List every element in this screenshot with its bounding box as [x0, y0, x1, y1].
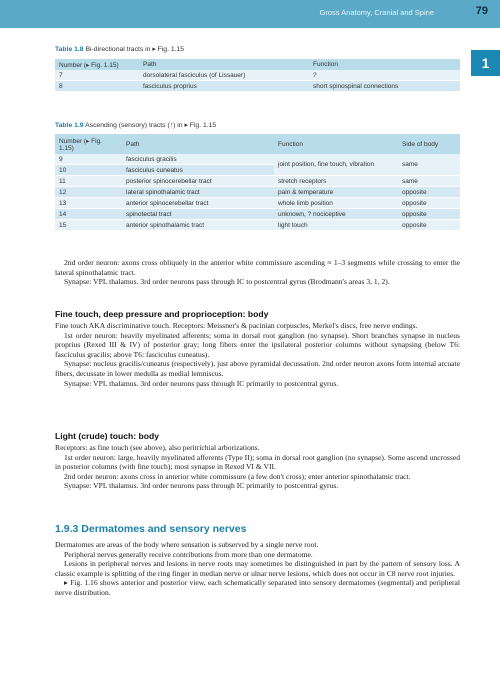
table-cell: opposite: [398, 198, 460, 209]
table-row: [55, 176, 460, 187]
paragraph: 2nd order neuron: axons cross in anterior white commissure (a few don't cross); enter anterior spinothalamic tract.: [64, 471, 411, 481]
running-header: [0, 0, 500, 28]
paragraph: Fine touch AKA discriminative touch. Receptors: Meissner's & pacinian corpuscles, Merkel's discs, free nerve endings.: [55, 321, 418, 330]
table-cell: whole limb position: [274, 198, 398, 209]
paragraph: 1st order neuron: heavily myelinated afferents; soma in dorsal root ganglion (no synapse). Short branches synapse in nucleus proprius (Rexed III & IV) of posterior gray; long fibers enter the ipsilateral posterior columns without synapsing (below T6: fasciculus gracilis; above T6: fasciculus cuneatus).: [55, 330, 460, 359]
section-heading-light-touch: Light (crude) touch: body: [55, 431, 160, 441]
table-cell: 15: [55, 220, 122, 231]
paragraph: ▸ Fig. 1.16 shows anterior and posterior view, each schematically separated into sensory dermatomes (segmental) and peripheral nerve distribution.: [55, 578, 460, 597]
table-1-8-caption-text: Bi-directional tracts in ▸ Fig. 1.15: [83, 46, 185, 53]
table-cell: ?: [309, 70, 460, 81]
table-row: [55, 198, 460, 209]
table-1-8: [55, 59, 460, 92]
section-heading-dermatomes: 1.9.3 Dermatomes and sensory nerves: [55, 523, 247, 535]
table-cell: 7: [55, 70, 139, 81]
chapter-tab: 1: [471, 50, 500, 76]
table-1-9-caption-text: Ascending (sensory) tracts (↑) in ▸ Fig. 1.15: [83, 122, 217, 129]
paragraph: Dermatomes are areas of the body where sensation is subserved by a single nerve root.: [55, 540, 319, 549]
table-header-cell: Path: [139, 59, 309, 70]
table-1-9-caption: [55, 121, 216, 129]
table-header-cell: Path: [122, 134, 274, 154]
page-number: 79: [475, 5, 488, 17]
intro-text: [55, 258, 460, 287]
table-cell: unknown, ? nociceptive: [274, 209, 398, 220]
table-header-cell: Function: [274, 134, 398, 154]
paragraph: Synapse: VPL thalamus. 3rd order neurons pass through IC primarily to postcentral gyrus.: [64, 378, 339, 388]
table-cell: 8: [55, 81, 139, 92]
paragraph: Lesions in peripheral nerves and lesions in nerve roots may sometimes be distinguished in part by the pattern of sensory loss. A classic example is splitting of the ring finger in median nerve or ulnar nerve lesions, which does not occur in C8 nerve root injuries.: [55, 559, 460, 578]
table-cell: 13: [55, 198, 122, 209]
table-cell: spinotectal tract: [122, 209, 274, 220]
table-cell: fasciculus gracilis: [122, 154, 274, 165]
table-cell: anterior spinocerebellar tract: [122, 198, 274, 209]
table-cell: 12: [55, 187, 122, 198]
table-cell: lateral spinothalamic tract: [122, 187, 274, 198]
table-cell: short spinospinal connections: [309, 81, 460, 92]
table-cell: pain & temperature: [274, 187, 398, 198]
table-header-cell: Number (▸ Fig. 1.15): [55, 134, 122, 154]
table-cell: fasciculus cuneatus: [122, 165, 274, 176]
table-1-9: [55, 134, 460, 231]
paragraph: 1st order neuron: large, heavily myelinated afferents (Type II); soma in dorsal root ganglion (no synapse). Some ascend uncrossed in posterior columns (with fine touch); most synapse in Rexed VI & VII.: [55, 452, 460, 472]
table-row: [55, 187, 460, 198]
paragraph: 2nd order neuron: axons cross obliquely in the anterior white commissure ascending ≈ 1–3 segments while crossing to enter the lateral spinothalamic tract.: [55, 258, 460, 277]
section-heading-fine-touch: Fine touch, deep pressure and proprioception: body: [55, 309, 269, 319]
table-cell: posterior spinocerebellar tract: [122, 176, 274, 187]
table-cell: dorsolateral fasciculus (of Lissauer): [139, 70, 309, 81]
table-cell: fasciculus proprius: [139, 81, 309, 92]
table-1-8-caption: [55, 45, 184, 53]
dermatomes-text: [55, 540, 460, 598]
table-row: [55, 209, 460, 220]
table-cell: opposite: [398, 209, 460, 220]
table-cell: joint position, fine touch, vibration: [274, 154, 398, 176]
table-cell: 11: [55, 176, 122, 187]
table-cell: 9: [55, 154, 122, 165]
table-row: [55, 81, 460, 92]
table-cell: 14: [55, 209, 122, 220]
table-cell: same: [398, 154, 460, 176]
table-cell: same: [398, 176, 460, 187]
table-cell: stretch receptors: [274, 176, 398, 187]
table-header-cell: Side of body: [398, 134, 460, 154]
table-row: [55, 220, 460, 231]
table-1-8-label: Table 1.8: [55, 46, 84, 53]
table-cell: 10: [55, 165, 122, 176]
table-cell: opposite: [398, 220, 460, 231]
table-1-9-label: Table 1.9: [55, 122, 84, 129]
running-title: Gross Anatomy, Cranial and Spine: [319, 8, 434, 17]
fine-touch-text: [55, 321, 460, 388]
paragraph: Synapse: VPL thalamus. 3rd order neurons pass through IC to postcentral gyrus (Brodmann's areas 3, 1, 2).: [64, 277, 390, 287]
table-row: [55, 154, 460, 165]
light-touch-text: [55, 443, 460, 491]
table-header-cell: Function: [309, 59, 460, 70]
paragraph: Peripheral nerves generally receive contributions from more than one dermatome.: [64, 549, 313, 559]
table-cell: opposite: [398, 187, 460, 198]
paragraph: Synapse: VPL thalamus. 3rd order neurons pass through IC primarily to postcentral gyrus.: [64, 481, 339, 491]
table-cell: anterior spinothalamic tract: [122, 220, 274, 231]
table-row: [55, 70, 460, 81]
paragraph: Synapse: nucleus gracilis/cuneatus (respectively), just above pyramidal decussation. 2nd order neuron axons form internal arcuate fibers, decussate in lower medulla as medial lemniscus.: [55, 359, 460, 378]
paragraph: Receptors: as fine touch (see above), also peritrichial arborizations.: [55, 443, 260, 452]
table-cell: light touch: [274, 220, 398, 231]
table-header-cell: Number (▸ Fig. 1.15): [55, 59, 139, 70]
